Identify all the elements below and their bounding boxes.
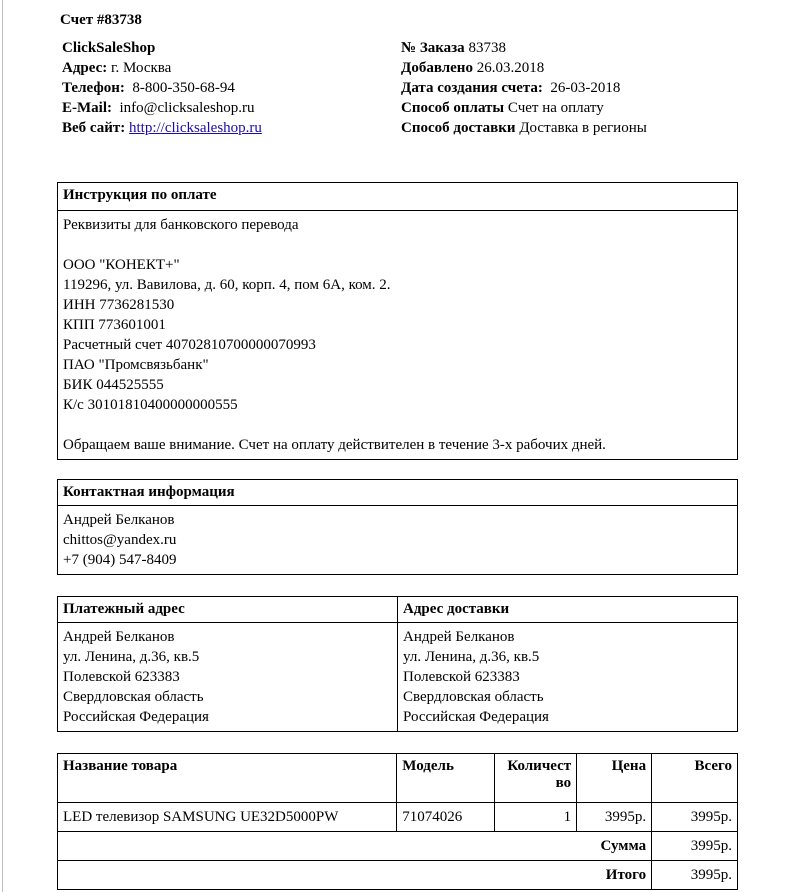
bank-detail-line: К/с 30101810400000000555 [63, 397, 238, 413]
payment-instructions-body [58, 211, 738, 460]
contact-info-heading: Контактная информация [58, 480, 738, 506]
invoice-created-row [401, 78, 741, 98]
payment-intro: Реквизиты для банковского перевода [63, 217, 299, 233]
bank-detail-line: БИК 044525555 [63, 377, 164, 393]
subtotal-row [58, 832, 738, 861]
store-phone-label: Телефон: [62, 80, 125, 96]
store-email-label: E-Mail: [62, 100, 112, 116]
billing-address [58, 623, 398, 732]
addresses-table [57, 596, 738, 732]
store-phone: 8-800-350-68-94 [132, 80, 235, 96]
store-website-link[interactable]: http://clicksaleshop.ru [129, 120, 262, 136]
shipping-address-line: Российская Федерация [403, 709, 549, 725]
payment-method-label: Способ оплаты [401, 100, 505, 116]
payment-note: Обращаем ваше внимание. Счет на оплату действителен в течение 3-х рабочих дней. [63, 437, 606, 453]
contact-phone: +7 (904) 547-8409 [63, 552, 177, 568]
product-price: 3995р. [577, 803, 652, 832]
subtotal-label: Сумма [58, 832, 652, 861]
store-phone-row [62, 78, 392, 98]
contact-email: chittos@yandex.ru [63, 532, 177, 548]
store-email-row [62, 98, 392, 118]
shipping-address-line: Андрей Белканов [403, 629, 515, 645]
payment-method: Счет на оплату [507, 100, 604, 116]
shipping-method: Доставка в регионы [519, 120, 647, 136]
billing-address-line: Андрей Белканов [63, 629, 175, 645]
product-model: 71074026 [397, 803, 495, 832]
store-name: ClickSaleShop [62, 40, 156, 56]
shipping-method-label: Способ доставки [401, 120, 516, 136]
billing-address-line: Полевской 623383 [63, 669, 180, 685]
grand-total-label: Итого [58, 861, 652, 890]
order-info [401, 38, 741, 138]
store-address: г. Москва [111, 60, 172, 76]
col-header-product-name: Название товара [58, 754, 397, 803]
contact-info-body [58, 506, 738, 575]
order-number-label: № Заказа [401, 40, 465, 56]
contact-info-table [57, 479, 738, 575]
product-total: 3995р. [652, 803, 738, 832]
product-quantity: 1 [495, 803, 577, 832]
store-website-label: Веб сайт: [62, 120, 126, 136]
col-header-total: Всего [652, 754, 738, 803]
payment-instructions-heading: Инструкция по оплате [58, 183, 738, 211]
bank-detail-line: ПАО "Промсвязьбанк" [63, 357, 209, 373]
col-header-quantity [495, 754, 577, 803]
order-added-row [401, 58, 741, 78]
product-name: LED телевизор SAMSUNG UE32D5000PW [58, 803, 397, 832]
order-number: 83738 [468, 40, 506, 56]
store-website-row [62, 118, 392, 138]
col-header-model: Модель [397, 754, 495, 803]
bank-detail-line: Расчетный счет 40702810700000070993 [63, 337, 316, 353]
shipping-address-heading: Адрес доставки [398, 597, 738, 623]
shipping-address-line: ул. Ленина, д.36, кв.5 [403, 649, 540, 665]
shipping-address-line: Полевской 623383 [403, 669, 520, 685]
shipping-address [398, 623, 738, 732]
invoice-created: 26-03-2018 [550, 80, 621, 96]
order-added-label: Добавлено [401, 60, 473, 76]
col-header-price: Цена [577, 754, 652, 803]
payment-method-row [401, 98, 741, 118]
col-header-quantity-line1: Количест [507, 758, 572, 774]
billing-address-line: Российская Федерация [63, 709, 209, 725]
shipping-address-line: Свердловская область [403, 689, 544, 705]
order-number-row [401, 38, 741, 58]
grand-total-row [58, 861, 738, 890]
billing-address-line: Свердловская область [63, 689, 204, 705]
table-row [58, 803, 738, 832]
payment-instructions-table [57, 182, 738, 460]
store-address-label: Адрес: [62, 60, 108, 76]
bank-detail-line: 119296, ул. Вавилова, д. 60, корп. 4, пом 6А, ком. 2. [63, 277, 391, 293]
invoice-title: Счет #83738 [60, 12, 142, 28]
subtotal-value: 3995р. [652, 832, 738, 861]
invoice-created-label: Дата создания счета: [401, 80, 543, 96]
bank-detail-line: ИНН 7736281530 [63, 297, 175, 313]
bank-detail-line: КПП 773601001 [63, 317, 166, 333]
grand-total-value: 3995р. [652, 861, 738, 890]
page-left-border [2, 0, 3, 892]
billing-address-line: ул. Ленина, д.36, кв.5 [63, 649, 200, 665]
billing-address-heading: Платежный адрес [58, 597, 398, 623]
store-info [62, 38, 392, 138]
bank-detail-line: ООО "КОНЕКТ+" [63, 257, 180, 273]
col-header-quantity-line2: во [555, 775, 572, 791]
products-table [57, 753, 738, 890]
store-email: info@clicksaleshop.ru [119, 100, 255, 116]
store-address-row [62, 58, 392, 78]
shipping-method-row [401, 118, 741, 138]
order-added: 26.03.2018 [476, 60, 545, 76]
contact-name: Андрей Белканов [63, 512, 175, 528]
